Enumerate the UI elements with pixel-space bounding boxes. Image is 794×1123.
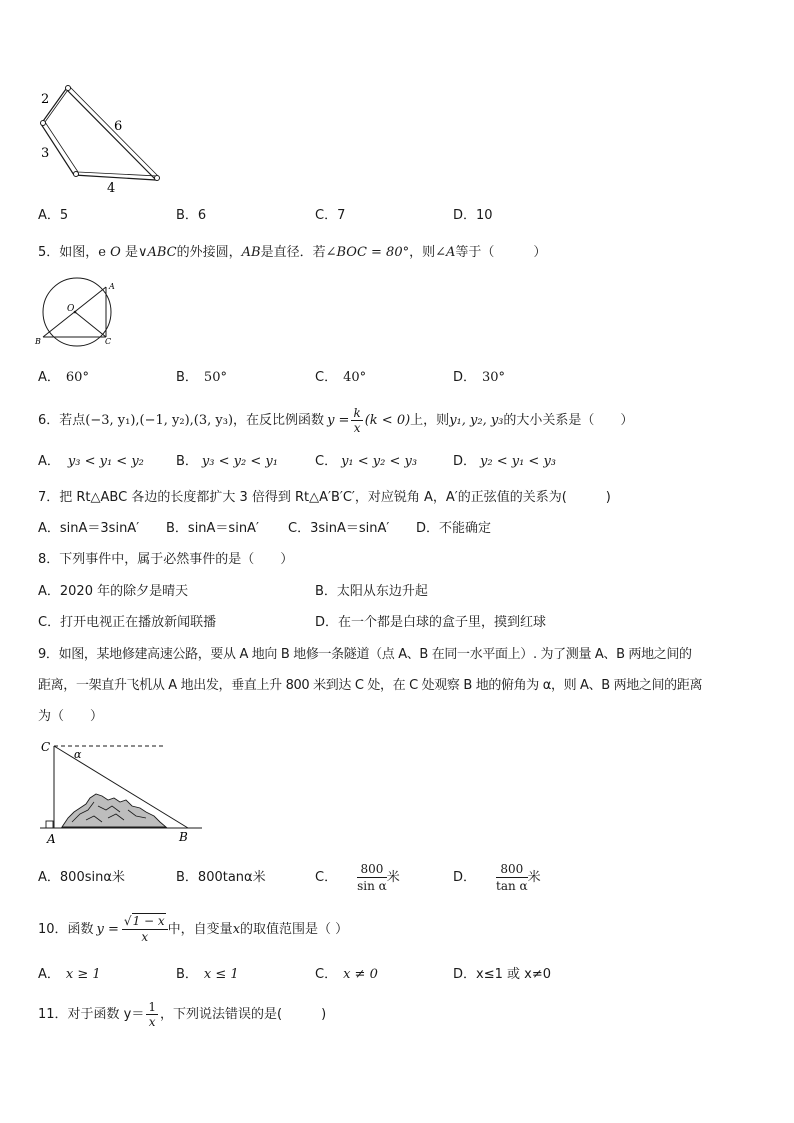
helicopter-figure [36,736,206,848]
q5-text-4: 是直径．若 [260,245,326,260]
q10-fraction [122,915,168,943]
q4-option-a[interactable]: A．5 [38,208,69,223]
circle-label-c: C [105,337,112,346]
q10-text-3: 的取值范围是（ ） [240,921,349,937]
q6-text-4: 的大小关系是（ ） [503,412,634,428]
label-alpha: α [74,748,82,761]
q5-text-6: 等于（ ） [455,245,547,260]
q5-option-a[interactable] [38,371,89,384]
q5-angle-a: ∠A [435,245,456,260]
q5-option-b[interactable] [176,371,227,384]
circle-label-a: A [109,282,115,291]
circle-label-b: B [35,337,41,346]
q9-option-d-unit: 米 [527,869,541,885]
side-label-6: 6 [114,119,123,134]
q5-o: O [110,245,121,260]
q6-option-a-value: y₃ < y₁ < y₂ [67,454,144,469]
q6-fraction [351,407,362,434]
q5-triangle: ∨ABC [137,245,177,260]
q9-option-a[interactable] [38,871,125,884]
q9-option-c-fraction [357,863,387,892]
side-label-4: 4 [107,181,116,195]
q9-option-d-letter: D． [453,869,477,885]
q6-option-a-letter: A． [38,454,60,469]
q9-line-2: 距离，一架直升飞机从 A 地出发，垂直上升 800 米到达 C 处，在 C 处观察 B 地的俯角为 α，则 A、B 两地之间的距离 [38,678,703,693]
side-label-2: 2 [41,92,50,107]
circle-label-o: O [67,304,75,314]
q6-func-lhs: y = [327,412,350,428]
q9-option-b-letter: B． [176,870,198,885]
q6-option-d-value: y₂ < y₁ < y₃ [480,454,556,469]
q6-vars: y₁, y₂, y₃ [449,412,504,428]
q9-option-d[interactable] [453,857,541,897]
q5-angle-boc: ∠BOC = 80° [325,245,410,260]
q10-frac-num: 1 − x [132,914,165,928]
q6-number: 6．若点 [38,412,86,428]
q10-var: x [232,921,241,937]
q10-option-c-value: x ≠ 0 [343,967,378,982]
q6-func-cond: (k < 0) [364,412,411,428]
q5-option-c-letter: C． [315,370,338,385]
q4-option-c[interactable]: C．7 [315,208,346,223]
q6-frac-num: k [353,405,361,420]
q9-option-a-text: 800sinα米 [59,870,125,885]
q10-text-2: 中，自变量 [167,921,233,937]
q5-option-d[interactable] [453,371,505,384]
q8-option-b[interactable]: B．太阳从东边升起 [315,584,428,599]
q5-option-b-value: 50° [203,370,227,385]
q6-option-c[interactable] [315,455,417,468]
q8-stem: 8．下列事件中，属于必然事件的是（ ） [38,552,294,567]
q4-option-d[interactable]: D．10 [453,208,493,223]
q10-option-b-letter: B． [176,967,198,982]
q6-text-2: ，在反比例函数 [233,412,325,428]
q7-option-d[interactable]: D．不能确定 [416,521,492,536]
q8-option-d[interactable]: D．在一个都是白球的盒子里，摸到红球 [315,615,547,630]
q11-number: 11．对于函数 y＝ [38,1006,145,1022]
q9-option-d-fraction [496,863,528,892]
circle-figure [30,274,125,349]
q7-option-a[interactable]: A．sinA＝3sinA′ [38,521,140,536]
q7-option-c[interactable]: C．3sinA＝sinA′ [288,521,390,536]
q10-func-lhs: y = [96,921,119,937]
q5-option-c[interactable] [315,371,366,384]
q6-frac-den: x [353,420,361,435]
q5-option-b-letter: B． [176,370,198,385]
q10-option-a-letter: A． [38,967,60,982]
q5-circle-symbol: e [98,245,106,260]
q6-option-d[interactable] [453,455,556,468]
q9-option-c[interactable] [315,857,400,897]
q6-option-a[interactable] [38,455,144,468]
q11-fraction [146,1001,158,1028]
q8-option-a[interactable]: A．2020 年的除夕是晴天 [38,584,189,599]
q11-text-2: ，下列说法错误的是( ) [160,1006,327,1022]
q9-option-c-num: 800 [357,863,387,878]
q10-option-d[interactable] [453,968,551,981]
q6-option-d-letter: D． [453,454,477,469]
q5-text-1: 如图， [59,245,99,260]
q11-frac-den: x [148,1014,156,1029]
side-label-3: 3 [41,146,50,161]
q11-stem [38,994,326,1034]
q6-option-c-letter: C． [315,454,338,469]
q7-option-b[interactable]: B．sinA＝sinA′ [166,521,259,536]
q7-stem: 7．把 Rt△ABC 各边的长度都扩大 3 倍得到 Rt△A′B′C′，对应锐角 A，A′的正弦值的关系为( ) [38,490,611,505]
q10-number: 10．函数 [38,921,94,937]
q10-option-b-value: x ≤ 1 [203,967,239,982]
q5-option-a-letter: A． [38,370,60,385]
q5-option-a-value: 60° [65,370,89,385]
q10-option-c[interactable] [315,968,378,981]
q5-text-3: 的外接圆， [176,245,242,260]
q5-option-d-letter: D． [453,370,477,385]
q9-option-c-letter: C． [315,869,338,885]
q4-option-b[interactable]: B．6 [176,208,207,223]
q9-option-c-unit: 米 [386,869,400,885]
q10-option-d-value: x≤1 或 x≠0 [476,967,551,982]
q9-option-d-num: 800 [496,863,528,878]
q9-option-d-den: tan α [496,878,528,893]
q5-stem [38,246,546,259]
q10-option-d-letter: D． [453,967,477,982]
q5-ab: AB [241,245,261,260]
q10-option-a[interactable] [38,968,101,981]
q9-line-1: 9．如图，某地修建高速公路，要从 A 地向 B 地修一条隧道（点 A、B 在同一水平面上）. 为了测量 A、B 两地之间的 [38,647,692,662]
quadrilateral-figure [30,80,170,195]
q5-text-2: 是 [120,245,138,260]
q10-option-c-letter: C． [315,967,338,982]
q6-option-b-letter: B． [176,454,198,469]
q9-option-c-den: sin α [357,878,387,893]
q10-frac-num-wrap [122,915,168,930]
q10-option-a-value: x ≥ 1 [65,967,101,982]
q6-text-3: 上，则 [410,412,450,428]
q6-option-b[interactable] [176,455,278,468]
q5-option-d-value: 30° [482,370,506,385]
q9-line-3: 为（ ） [38,709,104,724]
q10-stem [38,907,348,951]
q9-option-b-text: 800tanα米 [197,870,266,885]
q5-number: 5． [38,245,60,260]
q9-option-b[interactable] [176,871,266,884]
label-b: B [179,830,188,844]
label-a: A [47,832,56,846]
q6-points: (−3, y₁),(−1, y₂),(3, y₃) [85,412,234,428]
sqrt-icon: √ [123,914,132,928]
q6-option-b-value: y₃ < y₂ < y₁ [201,454,278,469]
q8-option-c[interactable]: C．打开电视正在播放新闻联播 [38,615,217,630]
q6-stem [38,402,633,438]
q5-option-c-value: 40° [343,370,367,385]
q10-frac-den: x [141,930,149,944]
label-c: C [41,740,51,754]
q5-text-5: ，则 [409,245,436,260]
q10-option-b[interactable] [176,968,239,981]
q6-option-c-value: y₁ < y₂ < y₃ [341,454,418,469]
q11-frac-num: 1 [148,999,157,1014]
q9-option-a-letter: A． [38,870,60,885]
